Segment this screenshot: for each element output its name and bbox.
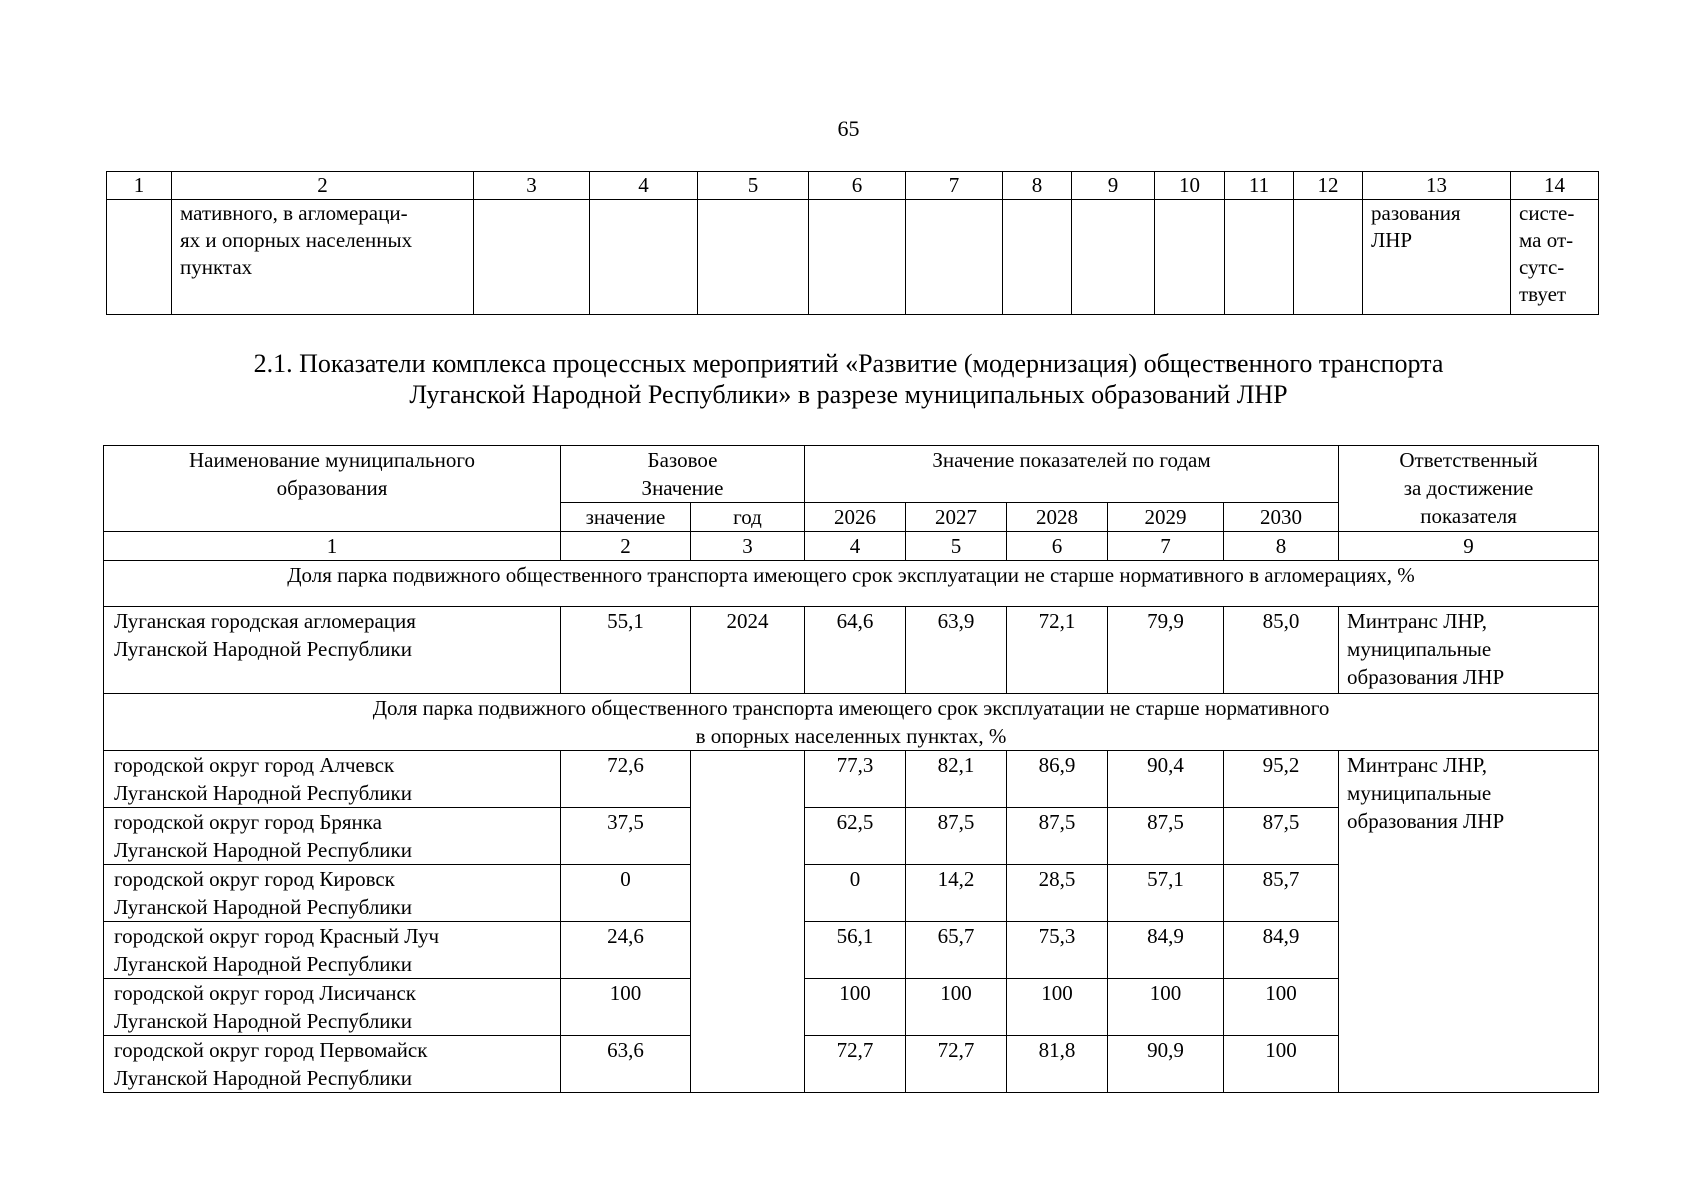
- table-row: [104, 607, 1599, 694]
- header-cell: 7: [906, 172, 1003, 200]
- text-line: за достижение: [1403, 476, 1534, 500]
- text-line: Минтранс ЛНР,: [1347, 609, 1487, 633]
- base-value-cell: 63,6: [561, 1036, 691, 1093]
- value-cell: 57,1: [1108, 865, 1224, 922]
- value-cell: 72,7: [805, 1036, 906, 1093]
- header-cell: 4: [590, 172, 698, 200]
- empty-cell: [1225, 200, 1294, 315]
- empty-cell: [698, 200, 809, 315]
- value-cell: 87,5: [1224, 808, 1339, 865]
- value-cell: 56,1: [805, 922, 906, 979]
- section-caption: [0, 348, 1697, 410]
- header-base-cell: [561, 446, 805, 503]
- text-line: городской округ город Брянка: [114, 810, 382, 834]
- column-number: 9: [1339, 532, 1599, 561]
- value-cell: 81,8: [1007, 1036, 1108, 1093]
- header-cell: 6: [809, 172, 906, 200]
- value-cell: 0: [805, 865, 906, 922]
- text-line: твует: [1519, 282, 1567, 306]
- text-line: Наименование муниципального: [189, 448, 475, 472]
- text-line: Значение: [641, 476, 724, 500]
- row-name-cell: [104, 922, 561, 979]
- text-line: образования ЛНР: [1347, 665, 1505, 689]
- row-name-cell: [104, 1036, 561, 1093]
- header-name-cell: [104, 446, 561, 532]
- responsible-merged-cell: [1339, 751, 1599, 1093]
- value-cell: 100: [1007, 979, 1108, 1036]
- header-cell: 1: [107, 172, 172, 200]
- column-number: 7: [1108, 532, 1224, 561]
- value-cell: 72,7: [906, 1036, 1007, 1093]
- value-cell: 87,5: [1007, 808, 1108, 865]
- text-line: муниципальные: [1347, 637, 1492, 661]
- text-line: Луганской Народной Республики: [114, 1009, 412, 1033]
- text-line: образования ЛНР: [1347, 809, 1505, 833]
- group-title-row: [104, 694, 1599, 751]
- value-cell: 87,5: [1108, 808, 1224, 865]
- continued-description-cell: [172, 200, 474, 315]
- column-number: 6: [1007, 532, 1108, 561]
- text-line: Луганская городская агломерация: [114, 609, 416, 633]
- value-cell: 90,4: [1108, 751, 1224, 808]
- header-year-cell: 2028: [1007, 503, 1108, 532]
- text-line: в опорных населенных пунктах, %: [695, 724, 1007, 748]
- value-cell: 85,7: [1224, 865, 1339, 922]
- header-years-cell: Значение показателей по годам: [805, 446, 1339, 503]
- value-cell: 63,9: [906, 607, 1007, 694]
- base-year-merged-cell: [691, 751, 805, 1093]
- text-line: муниципальные: [1347, 781, 1492, 805]
- header-cell: 5: [698, 172, 809, 200]
- caption-line: Луганской Народной Республики» в разрезе муниципальных образований ЛНР: [409, 380, 1288, 409]
- header-cell: 8: [1003, 172, 1072, 200]
- value-cell: 100: [906, 979, 1007, 1036]
- row-name-cell: [104, 607, 561, 694]
- column-number: 3: [691, 532, 805, 561]
- text-line: Луганской Народной Республики: [114, 952, 412, 976]
- text-line: Базовое: [647, 448, 718, 472]
- text-line: Доля парка подвижного общественного транспорта имеющего срок эксплуатации не старше нормативного: [372, 696, 1330, 720]
- header-cell: 13: [1363, 172, 1511, 200]
- text-line: систе-: [1519, 201, 1575, 225]
- value-cell: 95,2: [1224, 751, 1339, 808]
- base-value-cell: 0: [561, 865, 691, 922]
- header-cell: 10: [1155, 172, 1225, 200]
- text-line: Минтранс ЛНР,: [1347, 753, 1487, 777]
- value-cell: 77,3: [805, 751, 906, 808]
- value-cell: 82,1: [906, 751, 1007, 808]
- base-year-cell: 2024: [691, 607, 805, 694]
- value-cell: 84,9: [1108, 922, 1224, 979]
- empty-cell: [474, 200, 590, 315]
- text-line: Луганской Народной Республики: [114, 895, 412, 919]
- empty-cell: [1294, 200, 1363, 315]
- row-name-cell: [104, 979, 561, 1036]
- text-line: Луганской Народной Республики: [114, 838, 412, 862]
- empty-cell: [1155, 200, 1225, 315]
- page-number: 65: [837, 116, 860, 141]
- header-cell: 11: [1225, 172, 1294, 200]
- empty-cell: [1072, 200, 1155, 315]
- header-cell: 2: [172, 172, 474, 200]
- header-cell: 12: [1294, 172, 1363, 200]
- value-cell: 14,2: [906, 865, 1007, 922]
- value-cell: 100: [1224, 979, 1339, 1036]
- header-row: [104, 446, 1599, 503]
- text-line: городской округ город Первомайск: [114, 1038, 428, 1062]
- header-responsible-cell: [1339, 446, 1599, 532]
- value-cell: 100: [1108, 979, 1224, 1036]
- text-line: городской округ город Кировск: [114, 867, 395, 891]
- value-cell: 87,5: [906, 808, 1007, 865]
- continued-org-cell: [1363, 200, 1511, 315]
- value-cell: 100: [805, 979, 906, 1036]
- text-line: ях и опорных населенных: [180, 228, 413, 252]
- column-number: 4: [805, 532, 906, 561]
- header-cell: 14: [1511, 172, 1599, 200]
- column-number: 5: [906, 532, 1007, 561]
- value-cell: 86,9: [1007, 751, 1108, 808]
- header-year-cell: 2027: [906, 503, 1007, 532]
- empty-cell: [590, 200, 698, 315]
- header-year-cell: 2029: [1108, 503, 1224, 532]
- value-cell: 28,5: [1007, 865, 1108, 922]
- header-base-year-cell: год: [691, 503, 805, 532]
- text-line: разования: [1371, 201, 1461, 225]
- value-cell: 84,9: [1224, 922, 1339, 979]
- header-cell: 3: [474, 172, 590, 200]
- group-title-row: [104, 561, 1599, 607]
- header-base-value-cell: значение: [561, 503, 691, 532]
- empty-cell: [107, 200, 172, 315]
- group-title-support-settlements: [104, 694, 1599, 751]
- continuation-table: [106, 171, 1599, 315]
- text-line: ЛНР: [1371, 228, 1413, 252]
- text-line: Луганской Народной Республики: [114, 781, 412, 805]
- value-cell: 72,1: [1007, 607, 1108, 694]
- text-line: городской округ город Лисичанск: [114, 981, 417, 1005]
- text-line: городской округ город Красный Луч: [114, 924, 440, 948]
- row-name-cell: [104, 808, 561, 865]
- text-line: Ответственный: [1399, 448, 1538, 472]
- row-name-cell: [104, 865, 561, 922]
- value-cell: 64,6: [805, 607, 906, 694]
- base-value-cell: 72,6: [561, 751, 691, 808]
- value-cell: 85,0: [1224, 607, 1339, 694]
- base-value-cell: 37,5: [561, 808, 691, 865]
- column-number: 2: [561, 532, 691, 561]
- caption-line: 2.1. Показатели комплекса процессных мероприятий «Развитие (модернизация) общественного транспорта: [253, 349, 1444, 378]
- table-row: [104, 751, 1599, 808]
- text-line: сутс-: [1519, 255, 1565, 279]
- continuation-data-row: [107, 200, 1599, 315]
- base-value-cell: 100: [561, 979, 691, 1036]
- indicators-table: [103, 445, 1599, 1093]
- text-line: Луганской Народной Республики: [114, 1066, 412, 1090]
- empty-cell: [1003, 200, 1072, 315]
- column-number-row: [104, 532, 1599, 561]
- value-cell: 79,9: [1108, 607, 1224, 694]
- responsible-cell: [1339, 607, 1599, 694]
- value-cell: 65,7: [906, 922, 1007, 979]
- header-cell: 9: [1072, 172, 1155, 200]
- value-cell: 100: [1224, 1036, 1339, 1093]
- text-line: Луганской Народной Республики: [114, 637, 412, 661]
- empty-cell: [809, 200, 906, 315]
- group-title-agglomeration: Доля парка подвижного общественного транспорта имеющего срок эксплуатации не старше нормативного в агломерациях, %: [104, 561, 1599, 607]
- text-line: образования: [276, 476, 388, 500]
- continued-system-cell: [1511, 200, 1599, 315]
- header-year-cell: 2030: [1224, 503, 1339, 532]
- continuation-header-row: [107, 172, 1599, 200]
- column-number: 8: [1224, 532, 1339, 561]
- row-name-cell: [104, 751, 561, 808]
- value-cell: 62,5: [805, 808, 906, 865]
- header-year-cell: 2026: [805, 503, 906, 532]
- empty-cell: [906, 200, 1003, 315]
- text-line: показателя: [1420, 504, 1517, 528]
- text-line: пунктах: [180, 255, 253, 279]
- text-line: мативного, в агломераци-: [180, 201, 408, 225]
- text-line: городской округ город Алчевск: [114, 753, 395, 777]
- text-line: ма от-: [1519, 228, 1574, 252]
- value-cell: 90,9: [1108, 1036, 1224, 1093]
- column-number: 1: [104, 532, 561, 561]
- base-value-cell: 24,6: [561, 922, 691, 979]
- base-value-cell: 55,1: [561, 607, 691, 694]
- value-cell: 75,3: [1007, 922, 1108, 979]
